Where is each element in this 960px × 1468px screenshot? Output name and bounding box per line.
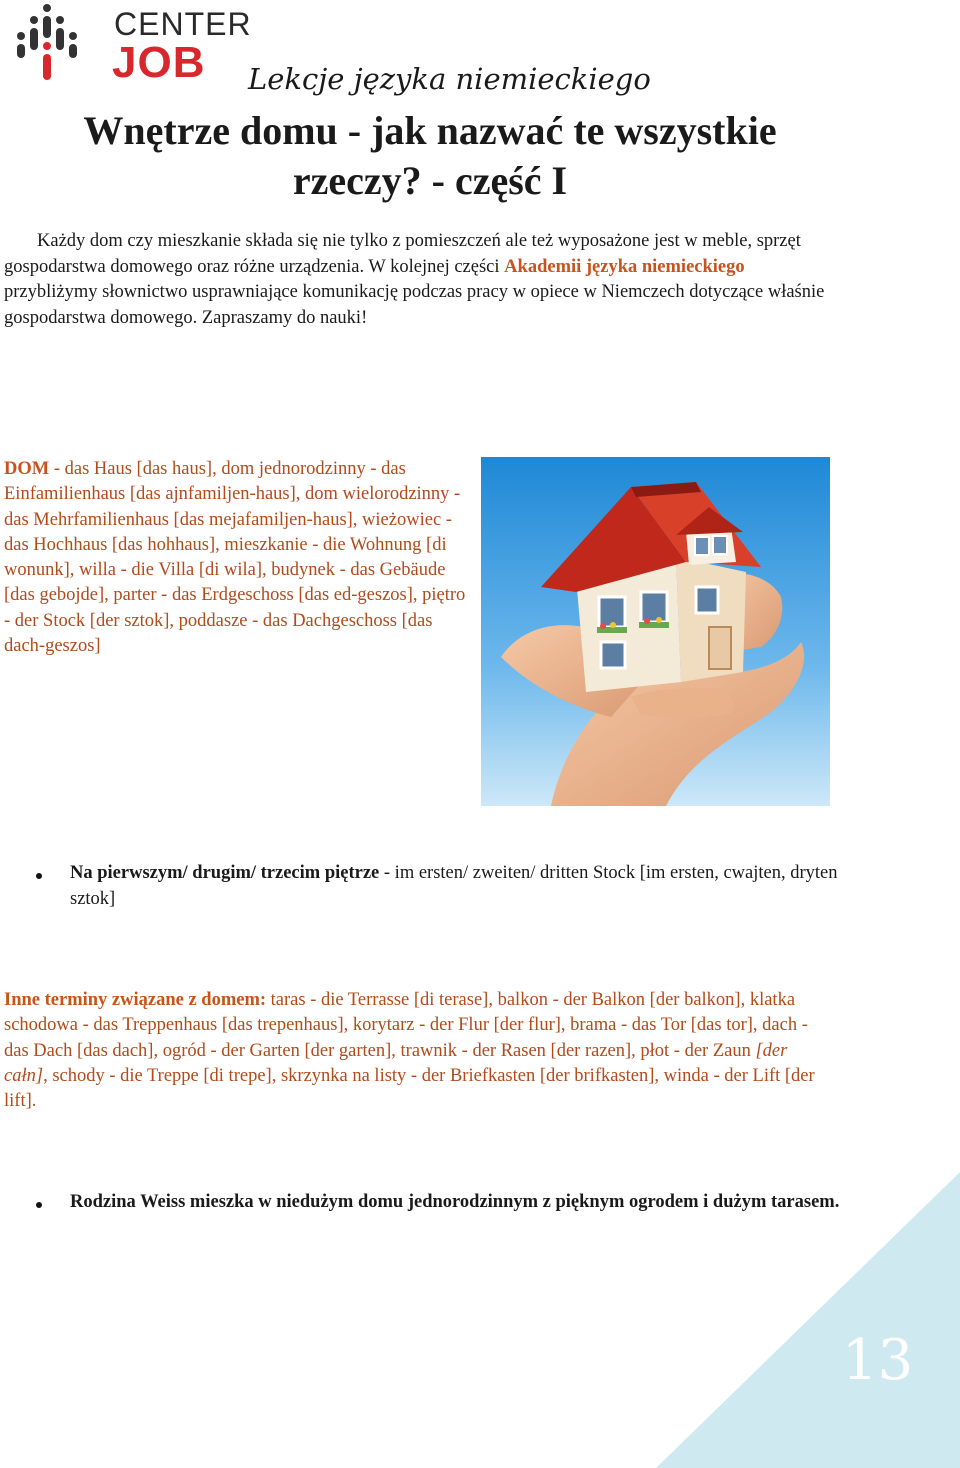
academy-link[interactable]: Akademii języka niemieckiego (504, 256, 745, 277)
center-job-logo (10, 2, 252, 88)
bullet-marker (36, 873, 42, 879)
other-terms-text-2: , schody - die Treppe [di trepe], skrzynka na listy - der Briefkasten [der brifkasten], winda - der Lift [der lift]. (4, 1065, 815, 1112)
other-terms-label: Inne terminy związane z domem: (4, 990, 267, 1010)
other-terms-italic: [der całn] (4, 1040, 788, 1086)
bullet-marker (36, 1202, 42, 1208)
bullet-floor-rest: - im ersten/ zweiten/ dritten Stock [im ersten, cwajten, dryten sztok] (70, 863, 838, 909)
bullet-floor-bold: Na pierwszym/ drugim/ trzecim piętrze (70, 863, 380, 883)
house-in-hand-photo (481, 457, 830, 806)
page-title: Wnętrze domu - jak nazwać te wszystkie rzeczy? - część I (83, 108, 777, 203)
logo-dots-icon (10, 2, 110, 88)
logo-word-job: JOB (112, 38, 206, 87)
other-terms-text-1: taras - die Terrasse [di terase], balkon - der Balkon [der balkon], klatka schodowa - das Treppenhaus [das trepenhaus], korytarz - der Flur [der flur], brama - das Tor [das tor], dach - das Dach [das dach], ogród - der Garten [der garten], trawnik - der Rasen [der razen], płot - der Zaun (4, 990, 808, 1061)
intro-text-2: przybliżymy słownictwo usprawniające komunikację podczas pracy w opiece w Niemczech dotyczące właśnie gospodarstwa domowego. Zapraszamy do nauki! (4, 282, 825, 328)
intro-text-1: Każdy dom czy mieszkanie składa się nie tylko z pomieszczeń ale też wyposażone jest w meble, sprzęt gospodarstwa domowego oraz różne urządzenia. W kolejnej części (4, 231, 801, 277)
corner-triangle-decoration (656, 1172, 960, 1468)
bullet-floor-phrase (70, 861, 840, 912)
bullet-example-sentence: Rodzina Weiss mieszka w niedużym domu jednorodzinnym z pięknym ogrodem i dużym tarasem. (70, 1192, 840, 1212)
intro-paragraph (4, 229, 834, 331)
dom-vocabulary (4, 457, 474, 659)
other-terms-vocabulary (4, 988, 834, 1114)
logo-word-center: CENTER (114, 6, 252, 42)
dom-label: DOM (4, 459, 50, 479)
page-number: 13 (842, 1328, 914, 1393)
page-subtitle: Lekcje języka niemieckiego (248, 62, 651, 96)
dom-text: - das Haus [das haus], dom jednorodzinny - das Einfamilienhaus [das ajnfamiljen-haus], dom wielorodzinny - das Mehrfamilienhaus [das mejafamiljen-haus], wieżowiec - das Hochhaus [das hohhaus], mieszkanie - die Wohnung [di wonunk], willa - die Villa [di wila], budynek - das Gebäude [das gebojde], parter - das Erdgeschoss [das ed-geszos], piętro - der Stock [der sztok], poddasze - das Dachgeschoss [das dach-geszos] (4, 459, 466, 657)
